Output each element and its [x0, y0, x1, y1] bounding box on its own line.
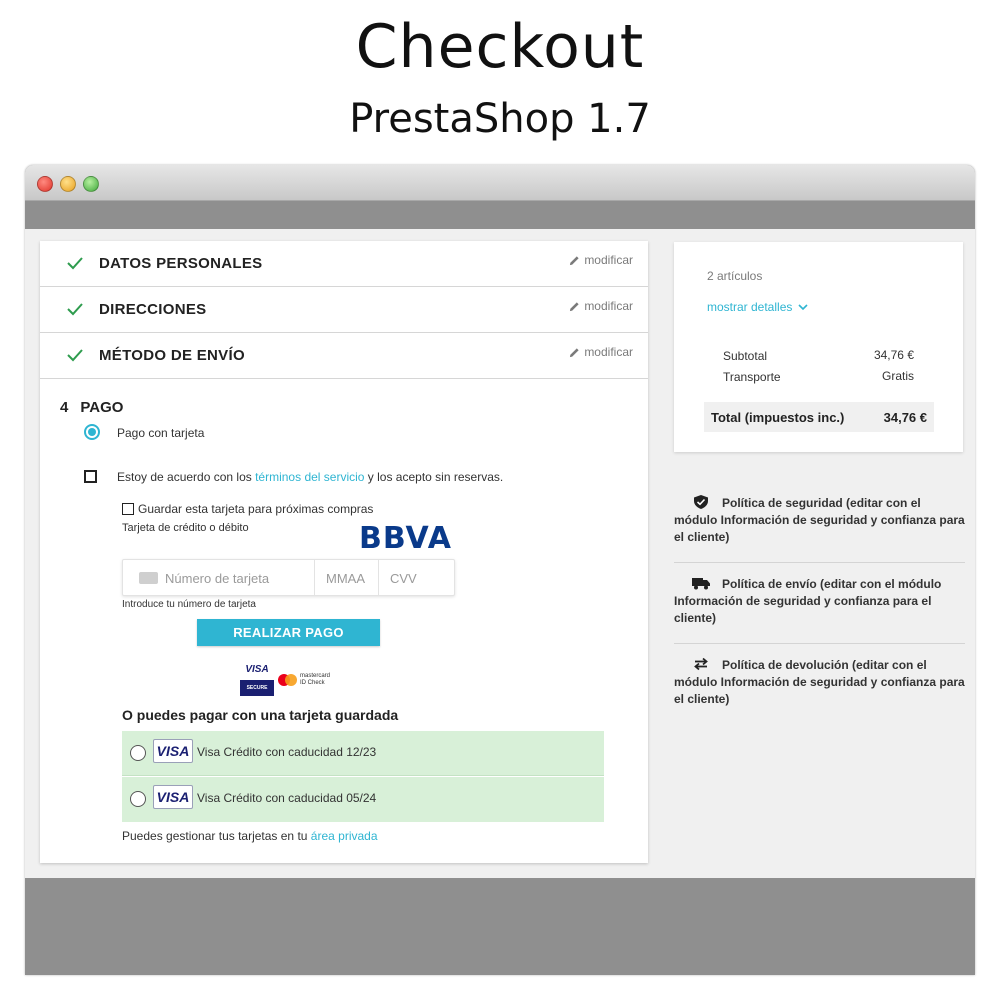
total-value: 34,76 € [883, 410, 927, 425]
pencil-icon [569, 255, 580, 266]
window-titlebar [25, 165, 975, 201]
saved-card-option[interactable] [122, 731, 604, 776]
security-policy-text: Política de seguridad (editar con el módulo Información de seguridad y confianza para el cliente) [674, 496, 965, 544]
browser-window [25, 165, 975, 975]
minimize-window-button[interactable] [60, 176, 76, 192]
private-area-link[interactable]: área privada [310, 829, 378, 843]
visa-secure-wordmark: VISA [245, 664, 269, 675]
card-expiry-input[interactable] [315, 560, 379, 595]
id-check-label: ID Check [300, 680, 325, 686]
card-number-input[interactable] [123, 560, 315, 595]
edit-step-link[interactable] [569, 345, 633, 359]
edit-label: modificar [584, 345, 633, 359]
expiry-placeholder: MMAA [326, 571, 365, 586]
mastercard-text [300, 673, 330, 687]
step-title: PAGO [80, 399, 124, 416]
step-title: MÉTODO DE ENVÍO [99, 347, 245, 364]
terms-text [117, 470, 503, 484]
step-personal-data[interactable] [40, 241, 648, 287]
saved-card-option[interactable] [122, 777, 604, 822]
total-row [704, 402, 934, 432]
subtotal-label: Subtotal [723, 349, 768, 363]
card-number-placeholder: Número de tarjeta [165, 571, 270, 586]
shield-icon [692, 495, 710, 509]
cvv-placeholder: CVV [390, 571, 417, 586]
checkout-page [25, 229, 975, 878]
save-card-label: Guardar esta tarjeta para próximas compras [138, 502, 374, 516]
mastercard-wordmark: mastercard [300, 673, 331, 679]
edit-label: modificar [584, 299, 633, 313]
mastercard-orange-circle [285, 674, 297, 686]
security-policy [674, 495, 965, 546]
pencil-icon [569, 301, 580, 312]
check-icon [65, 345, 85, 365]
terms-text-after: y los acepto sin reservas. [364, 470, 504, 484]
visa-secure-logo [240, 664, 274, 696]
subtotal-value: 34,76 € [873, 348, 914, 362]
visa-icon: VISA [153, 785, 193, 809]
close-window-button[interactable] [37, 176, 53, 192]
terms-text-before: Estoy de acuerdo con los [117, 470, 256, 484]
policy-divider [674, 562, 965, 563]
save-card-checkbox[interactable] [122, 503, 134, 515]
cart-summary-panel [674, 242, 963, 452]
maximize-window-button[interactable] [83, 176, 99, 192]
saved-card-label: Visa Crédito con caducidad 12/23 [197, 745, 377, 759]
bbva-logo: BBVA [359, 521, 452, 556]
edit-step-link[interactable] [569, 299, 633, 313]
step-number: 4 [60, 399, 69, 416]
terms-of-service-link[interactable]: términos del servicio [255, 470, 365, 484]
check-icon [65, 253, 85, 273]
cart-items-count: 2 artículos [707, 269, 763, 283]
card-type-label: Tarjeta de crédito o débito [122, 522, 249, 534]
pencil-icon [569, 347, 580, 358]
credit-card-icon [139, 572, 158, 584]
edit-label: modificar [584, 253, 633, 267]
pay-button[interactable]: REALIZAR PAGO [197, 619, 380, 646]
step-addresses[interactable] [40, 287, 648, 333]
total-label: Total (impuestos inc.) [711, 410, 845, 425]
shipping-policy [674, 576, 965, 627]
shipping-policy-text: Política de envío (editar con el módulo Información de seguridad y confianza para el cliente) [674, 577, 942, 625]
return-policy [674, 657, 965, 708]
edit-step-link[interactable] [569, 253, 633, 267]
check-icon [65, 299, 85, 319]
shipping-value: Gratis [881, 369, 914, 383]
return-policy-text: Política de devolución (editar con el módulo Información de seguridad y confianza para el cliente) [674, 658, 965, 706]
card-cvv-input[interactable] [379, 560, 456, 595]
policy-divider [674, 643, 965, 644]
manage-cards-before: Puedes gestionar tus tarjetas en tu [122, 829, 311, 843]
card-payment-label: Pago con tarjeta [117, 426, 205, 440]
payment-step-heading [60, 399, 123, 416]
card-form [122, 559, 455, 596]
mastercard-id-check-logo [278, 672, 344, 690]
hero-subtitle: PrestaShop 1.7 [349, 96, 651, 142]
chevron-down-icon [798, 302, 808, 312]
checkout-steps-panel [40, 241, 648, 863]
show-details-label: mostrar detalles [707, 300, 793, 314]
manage-cards-text [122, 829, 378, 843]
shipping-label: Transporte [723, 370, 781, 384]
card-payment-radio[interactable] [84, 424, 100, 440]
card-number-hint: Introduce tu número de tarjeta [122, 599, 256, 610]
visa-secure-label: SECURE [240, 680, 274, 696]
hero-title: Checkout [355, 12, 645, 82]
saved-card-radio[interactable] [130, 745, 146, 761]
visa-icon: VISA [153, 739, 193, 763]
step-shipping-method[interactable] [40, 333, 648, 379]
step-title: DIRECCIONES [99, 301, 207, 318]
terms-checkbox[interactable] [84, 470, 97, 483]
step-title: DATOS PERSONALES [99, 255, 263, 272]
truck-icon [692, 576, 710, 590]
show-details-toggle[interactable] [707, 300, 808, 314]
saved-card-label: Visa Crédito con caducidad 05/24 [197, 791, 377, 805]
return-arrows-icon [692, 657, 710, 671]
saved-cards-heading: O puedes pagar con una tarjeta guardada [122, 707, 399, 723]
saved-card-radio[interactable] [130, 791, 146, 807]
